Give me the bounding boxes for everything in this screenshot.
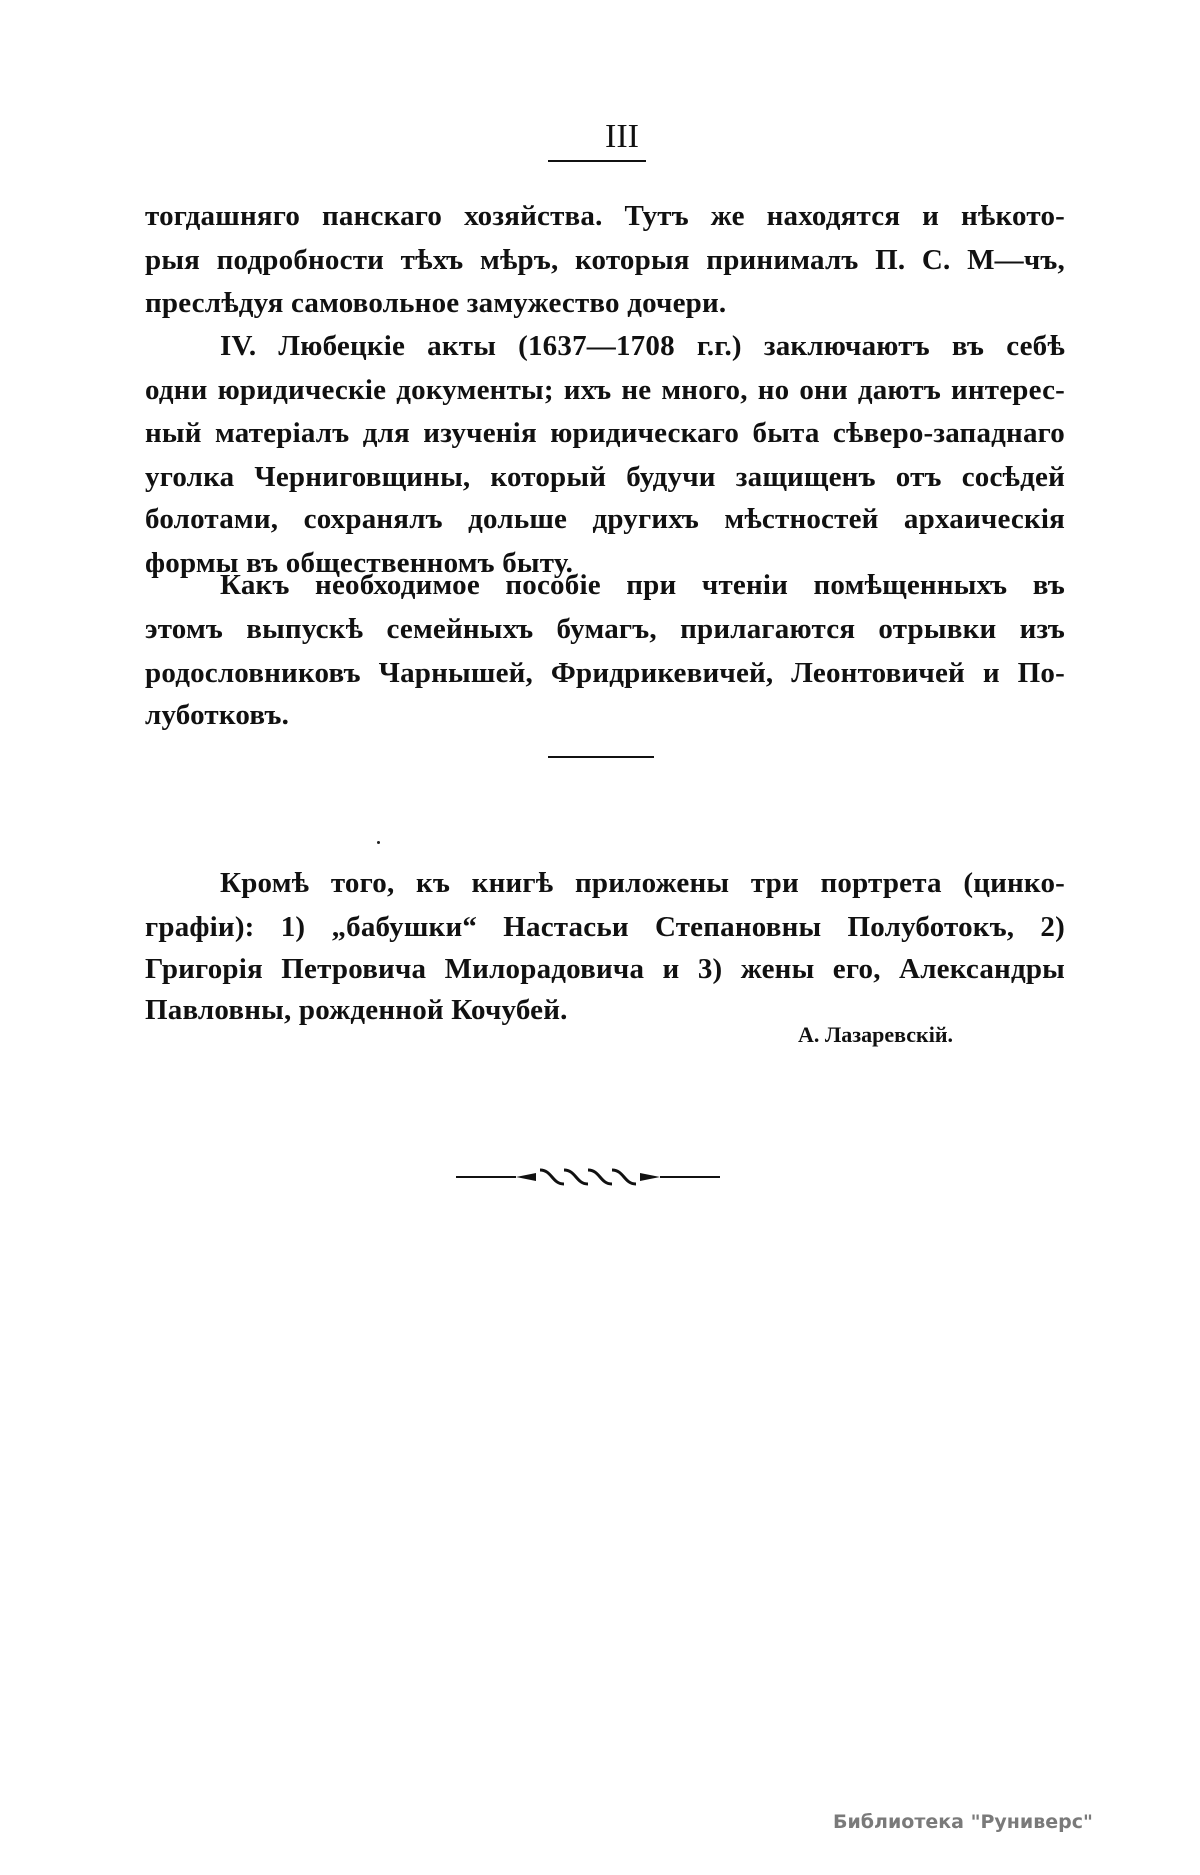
ink-dot	[377, 841, 380, 844]
text-line: луботковъ.	[145, 699, 290, 731]
ornament-divider	[456, 1166, 720, 1188]
text-line: ный матеріалъ для изученія юридическаго быта сѣверо-западнаго	[145, 417, 1065, 449]
text-line: Кромѣ того, къ книгѣ приложены три портрета (цинко-	[220, 867, 1065, 899]
text-line: IV. Любецкіе акты (1637—1708 г.г.) заключаютъ въ себѣ	[220, 330, 1065, 362]
text-line: Григорія Петровича Милорадовича и 3) жены его, Александры	[145, 953, 1065, 985]
text-line: рыя подробности тѣхъ мѣръ, которыя принималъ П. С. М—чъ,	[145, 244, 1065, 276]
text-line: этомъ выпускѣ семейныхъ бумагъ, прилагаются отрывки изъ	[145, 613, 1065, 645]
text-line: преслѣдуя самовольное замужество дочери.	[145, 287, 727, 319]
author-signature: А. Лазаревскій.	[798, 1022, 953, 1047]
text-line: родословниковъ Чарнышей, Фридрикевичей, Леонтовичей и По-	[145, 657, 1065, 689]
section-divider	[548, 756, 654, 758]
text-line: Какъ необходимое пособіе при чтеніи помѣщенныхъ въ	[220, 569, 1065, 601]
text-line: уголка Черниговщины, который будучи защищенъ отъ сосѣдей	[145, 461, 1065, 493]
text-line: графіи): 1) „бабушки“ Настасьи Степановны Полуботокъ, 2)	[145, 911, 1065, 943]
text-line: Павловны, рожденной Кочубей.	[145, 994, 568, 1026]
header-rule	[548, 160, 646, 162]
text-line: одни юридическіе документы; ихъ не много, но они даютъ интерес-	[145, 374, 1065, 406]
library-watermark: Библиотека "Руниверс"	[833, 1811, 1093, 1833]
text-line: формы въ общественномъ быту.	[145, 547, 574, 579]
text-line: тогдашняго панскаго хозяйства. Тутъ же находятся и нѣкото-	[145, 200, 1065, 232]
page-number: III	[605, 118, 639, 155]
text-line: болотами, сохранялъ дольше другихъ мѣстностей архаическія	[145, 503, 1065, 535]
